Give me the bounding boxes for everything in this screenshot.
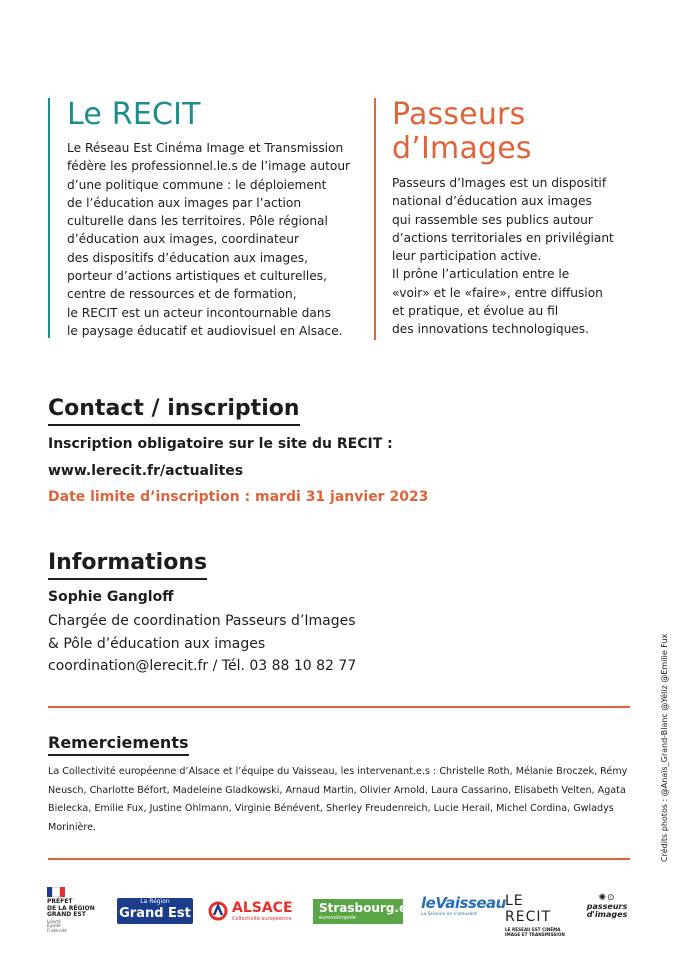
passeurs-column bbox=[374, 98, 642, 340]
alsace-name: ALSACE bbox=[232, 900, 293, 916]
recit-logo bbox=[505, 893, 567, 937]
passeurs-title-line1: Passeurs bbox=[392, 97, 526, 132]
vaisseau-name: leVaisseau bbox=[421, 894, 506, 912]
vaisseau-sub: La Science en s'amusant bbox=[421, 912, 477, 917]
contact-person-role: Chargée de coordination Passeurs d’Images bbox=[48, 613, 356, 629]
passeurs-logo-name: passeurs d'images bbox=[586, 902, 628, 919]
recit-title: Le RECIT bbox=[67, 97, 201, 132]
divider-bottom bbox=[48, 858, 630, 860]
contact-url-link[interactable]: www.lerecit.fr/actualites bbox=[48, 463, 244, 479]
recit-logo-name: LE RECIT bbox=[505, 893, 552, 925]
contact-heading: Contact / inscription bbox=[48, 396, 300, 426]
remerciements-heading: Remerciements bbox=[48, 733, 189, 756]
photo-credits: Crédits photos : @Anaïs_Grand-Blanc @Yéliz @Emilie Fux bbox=[660, 633, 669, 862]
prefet-text: PRÉFET DE LA RÉGION GRAND EST bbox=[47, 898, 95, 918]
strasbourg-name: Strasbourg.eu bbox=[319, 901, 416, 915]
recit-logo-sub: LE RÉSEAU EST CINÉMA IMAGE ET TRANSMISSION bbox=[505, 927, 565, 937]
grandest-small: La Région bbox=[140, 898, 170, 905]
french-flag-icon bbox=[47, 887, 65, 897]
passeurs-body: Passeurs d’Images est un dispositif national d’éducation aux images qui rassemble ses publics autour d’actions territoriales en privilégiant leur participation active. Il prône l’articulation entre le «voir» et le «faire», entre diffusion et pratique, et évolue au fil des innovations technologiques. bbox=[392, 176, 614, 337]
passeurs-images-logo bbox=[582, 893, 632, 927]
alsace-logo bbox=[208, 900, 294, 924]
strasbourg-sub: eurométropole bbox=[319, 915, 356, 921]
vaisseau-logo bbox=[421, 894, 506, 927]
deadline-text: Date limite d’inscription : mardi 31 janvier 2023 bbox=[48, 489, 429, 505]
prefet-grand-est-logo bbox=[47, 887, 105, 935]
remerciements-text: La Collectivité européenne d’Alsace et l’équipe du Vaisseau, les intervenant.e.s : Christelle Roth, Mélanie Broczek, Rémy Neusch, Charlotte Béfort, Madeleine Gladkowski, Arnaud Martin, Olivier Arnold, Laura Cassarino, Elisabeth Velten, Agata Bielecka, Emilie Fux, Justine Ohlmann, Virginie Bénévent, Sherley Freudenreich, Lucie Herail, Michel Cordina, Gwladys Morinière. bbox=[48, 766, 628, 833]
contact-line: Inscription obligatoire sur le site du RECIT : bbox=[48, 436, 393, 452]
prefet-motto: Liberté Égalité Fraternité bbox=[47, 918, 67, 933]
contact-email-phone[interactable]: coordination@lerecit.fr / Tél. 03 88 10 82 77 bbox=[48, 658, 357, 674]
passeurs-title-line2: d’Images bbox=[392, 131, 532, 166]
region-grand-est-logo bbox=[117, 898, 193, 924]
contact-person-name: Sophie Gangloff bbox=[48, 589, 174, 605]
recit-body: Le Réseau Est Cinéma Image et Transmission fédère les professionnel.le.s de l’image autour d’une politique commune : le déploiement de l’éducation aux images par l’action culturelle dans les territoires. Pôle régional d’éducation aux images, coordinateur des dispositifs d’éducation aux images, porteur d’actions artistiques et culturelles, centre de ressources et de formation, le RECIT est un acteur incontournable dans le paysage éducatif et audiovisuel en Alsace. bbox=[67, 141, 351, 338]
alsace-mark-icon bbox=[208, 901, 230, 921]
recit-column bbox=[48, 98, 367, 338]
contact-person-role-2: & Pôle d’éducation aux images bbox=[48, 636, 266, 652]
alsace-sub: Collectivité européenne bbox=[232, 916, 292, 922]
passeurs-title bbox=[392, 98, 642, 166]
divider-top bbox=[48, 706, 630, 708]
strasbourg-logo bbox=[313, 899, 416, 924]
sun-eye-icon: ✺⊙ bbox=[598, 893, 616, 903]
informations-heading: Informations bbox=[48, 550, 207, 580]
grandest-big: Grand Est bbox=[119, 906, 191, 921]
